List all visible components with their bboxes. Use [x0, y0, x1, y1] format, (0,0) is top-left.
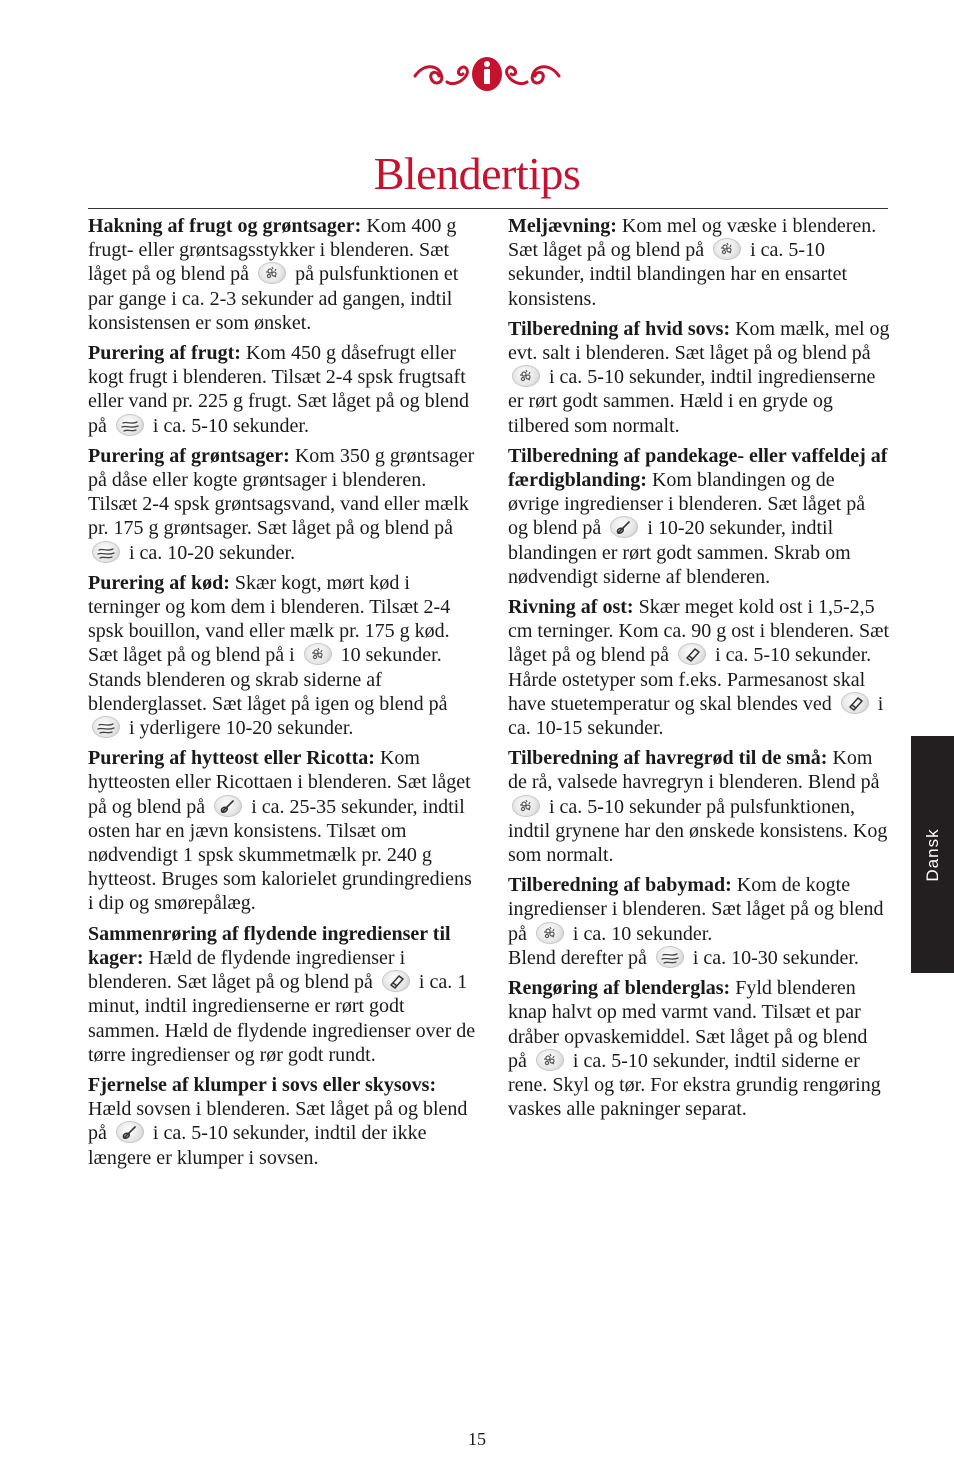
tip-text: i yderligere 10-20 sekunder.: [124, 717, 354, 740]
tip-text: i ca. 10-30 sekunder.: [687, 946, 859, 969]
tip-text: Skær meget kold ost i 1,5-2,5 cm terninger. Kom ca. 90 g ost i blenderen. Sæt låget på og blend på: [508, 596, 890, 667]
left-column: [88, 214, 478, 1176]
tip-text: Kom 450 g dåsefrugt eller kogt frugt i blenderen. Tilsæt 2-4 spsk frugtsaft eller vand pr. 225 g frugt. Sæt låget på og blend på: [88, 342, 470, 437]
language-tab: [911, 736, 954, 973]
tip-text: i ca. 5-10 sekunder, indtil ingredienserne er rørt godt sammen. Hæld i en gryde og tilbered som normalt.: [508, 366, 876, 437]
tip-paragraph: [88, 922, 478, 1067]
tip-text: Hæld sovsen i blenderen. Sæt låget på og blend på: [88, 1098, 468, 1145]
tip-text: Kom 400 g frugt- eller grøntsagsstykker i blenderen. Sæt låget på og blend på: [88, 215, 457, 286]
mix-speed-icon: [610, 516, 638, 538]
tip-heading: Tilberedning af hvid sovs:: [508, 317, 731, 340]
tip-text: i ca. 5-10 sekunder. Hårde ostetyper som f.eks. Parmesanost skal have stuetemperatur og skal blendes ved: [508, 644, 872, 715]
puree-speed-icon: [92, 541, 120, 563]
tip-paragraph: [88, 1073, 478, 1170]
tip-heading: Sammenrøring af flydende ingredienser til kager:: [88, 922, 451, 969]
puree-speed-icon: [656, 946, 684, 968]
pulse-speed-icon: [536, 1049, 564, 1071]
title-divider: [88, 208, 888, 209]
puree-speed-icon: [92, 716, 120, 738]
tip-text: Kom 350 g grøntsager på dåse eller kogte grøntsager i blenderen. Tilsæt 2-4 spsk grøntsagsvand, vand eller mælk pr. 175 g grøntsager. Sæt låget på og blend på: [88, 444, 475, 540]
tip-paragraph: [88, 444, 478, 565]
tip-text: i ca. 5-10 sekunder, indtil der ikke længere er klumper i sovsen.: [88, 1122, 427, 1169]
tip-heading: Tilberedning af havregrød til de små:: [508, 747, 828, 770]
tip-text: Kom hytteosten eller Ricottaen i blenderen. Sæt låget på og blend på: [88, 747, 471, 818]
grate-speed-icon: [678, 643, 706, 665]
tip-paragraph: [508, 976, 890, 1121]
tip-paragraph: [508, 444, 890, 589]
tip-heading: Purering af frugt:: [88, 342, 241, 365]
tip-heading: Purering af grøntsager:: [88, 444, 290, 467]
tip-text: på pulsfunktionen et par gange i ca. 2-3 sekunder ad gangen, indtil konsistensen er som ønsket.: [88, 263, 459, 334]
tip-paragraph: [88, 341, 478, 438]
pulse-speed-icon: [258, 262, 286, 284]
pulse-speed-icon: [512, 795, 540, 817]
tip-heading: Meljævning:: [508, 215, 617, 237]
tip-text: Kom mel og væske i blenderen. Sæt låget på og blend på: [508, 215, 877, 262]
tip-text: Fyld blenderen knap halvt op med varmt vand. Tilsæt et par dråber opvaskemiddel. Sæt låget på og blend på: [508, 977, 868, 1072]
tip-paragraph: [508, 873, 890, 970]
tip-text: i ca. 10-15 sekunder.: [508, 692, 884, 740]
tip-text: Kom blandingen og de øvrige ingredienser i blenderen. Sæt låget på og blend på: [508, 469, 866, 540]
tip-paragraph: [508, 746, 890, 867]
pulse-speed-icon: [304, 643, 332, 665]
tip-heading: Fjernelse af klumper i sovs eller skysovs:: [88, 1073, 437, 1096]
tip-paragraph: [508, 214, 890, 311]
pulse-speed-icon: [536, 922, 564, 944]
tip-heading: Tilberedning af babymad:: [508, 874, 732, 897]
tip-text: Kom mælk, mel og evt. salt i blenderen. Sæt låget på og blend på: [508, 317, 890, 365]
tip-text: i ca. 5-10 sekunder, indtil blandingen har en ensartet konsistens.: [508, 239, 848, 310]
page-number: 15: [468, 1429, 486, 1449]
tip-text: Kom de rå, valsede havregryn i blenderen. Blend på: [508, 747, 880, 794]
tip-paragraph: [88, 214, 478, 335]
tip-text: Skær kogt, mørt kød i terninger og kom dem i blenderen. Tilsæt 2-4 spsk bouillon, vand eller mælk pr. 175 g kød. Sæt låget på og blend på i: [88, 571, 451, 667]
mix-speed-icon: [214, 795, 242, 817]
mix-speed-icon: [116, 1121, 144, 1143]
tip-text: i ca. 5-10 sekunder.: [147, 414, 309, 437]
tip-text: i ca. 10-20 sekunder.: [124, 541, 296, 564]
tip-text: Hæld de flydende ingredienser i blenderen. Sæt låget på og blend på: [88, 946, 406, 994]
grate-speed-icon: [382, 970, 410, 992]
tip-text: 10 sekunder. Stands blenderen og skrab siderne af blenderglasset. Sæt låget på igen og blend på: [88, 644, 448, 715]
tip-paragraph: [508, 317, 890, 438]
pulse-speed-icon: [512, 365, 540, 387]
tip-text: Blend derefter på: [508, 946, 652, 969]
tip-heading: Purering af kød:: [88, 571, 230, 594]
tip-text: i ca. 10 sekunder.: [567, 922, 713, 945]
info-ornament-icon: [407, 56, 567, 92]
tip-text: i ca. 1 minut, indtil ingredienserne er rørt godt sammen. Hæld de flydende ingredienser over de tørre ingredienser og rør godt rundt.: [88, 971, 476, 1066]
page-title: Blendertips: [373, 148, 581, 199]
tip-text: i 10-20 sekunder, indtil blandingen er rørt godt sammen. Skrab om nødvendigt siderne af blenderen.: [508, 517, 851, 588]
tip-heading: Purering af hytteost eller Ricotta:: [88, 747, 375, 770]
tip-heading: Tilberedning af pandekage- eller vaffeldej af færdigblanding:: [508, 444, 888, 492]
tip-text: Kom de kogte ingredienser i blenderen. Sæt låget på og blend på: [508, 874, 884, 945]
tip-heading: Rivning af ost:: [508, 596, 634, 619]
tip-paragraph: [88, 571, 478, 740]
tip-paragraph: [88, 746, 478, 915]
tip-text: i ca. 25-35 sekunder, indtil osten har en jævn konsistens. Tilsæt om nødvendigt 1 spsk skummetmælk pr. 240 g hytteost. Bruges som kalorielet grundingrediens i dip og smørepålæg.: [88, 795, 472, 915]
tip-heading: Hakning af frugt og grøntsager:: [88, 215, 362, 237]
tip-text: i ca. 5-10 sekunder på pulsfunktionen, indtil grynene har den ønskede konsistens. Kog som normalt.: [508, 795, 888, 867]
tip-heading: Rengøring af blenderglas:: [508, 977, 731, 1000]
language-tab-label: Dansk: [922, 827, 942, 882]
pulse-speed-icon: [713, 238, 741, 260]
tip-text: i ca. 5-10 sekunder, indtil siderne er rene. Skyl og tør. For ekstra grundig rengøring vaskes alle pakninger separat.: [508, 1049, 881, 1121]
right-column: [508, 214, 890, 1127]
puree-speed-icon: [116, 414, 144, 436]
grate-speed-icon: [841, 692, 869, 714]
tip-paragraph: [508, 595, 890, 740]
